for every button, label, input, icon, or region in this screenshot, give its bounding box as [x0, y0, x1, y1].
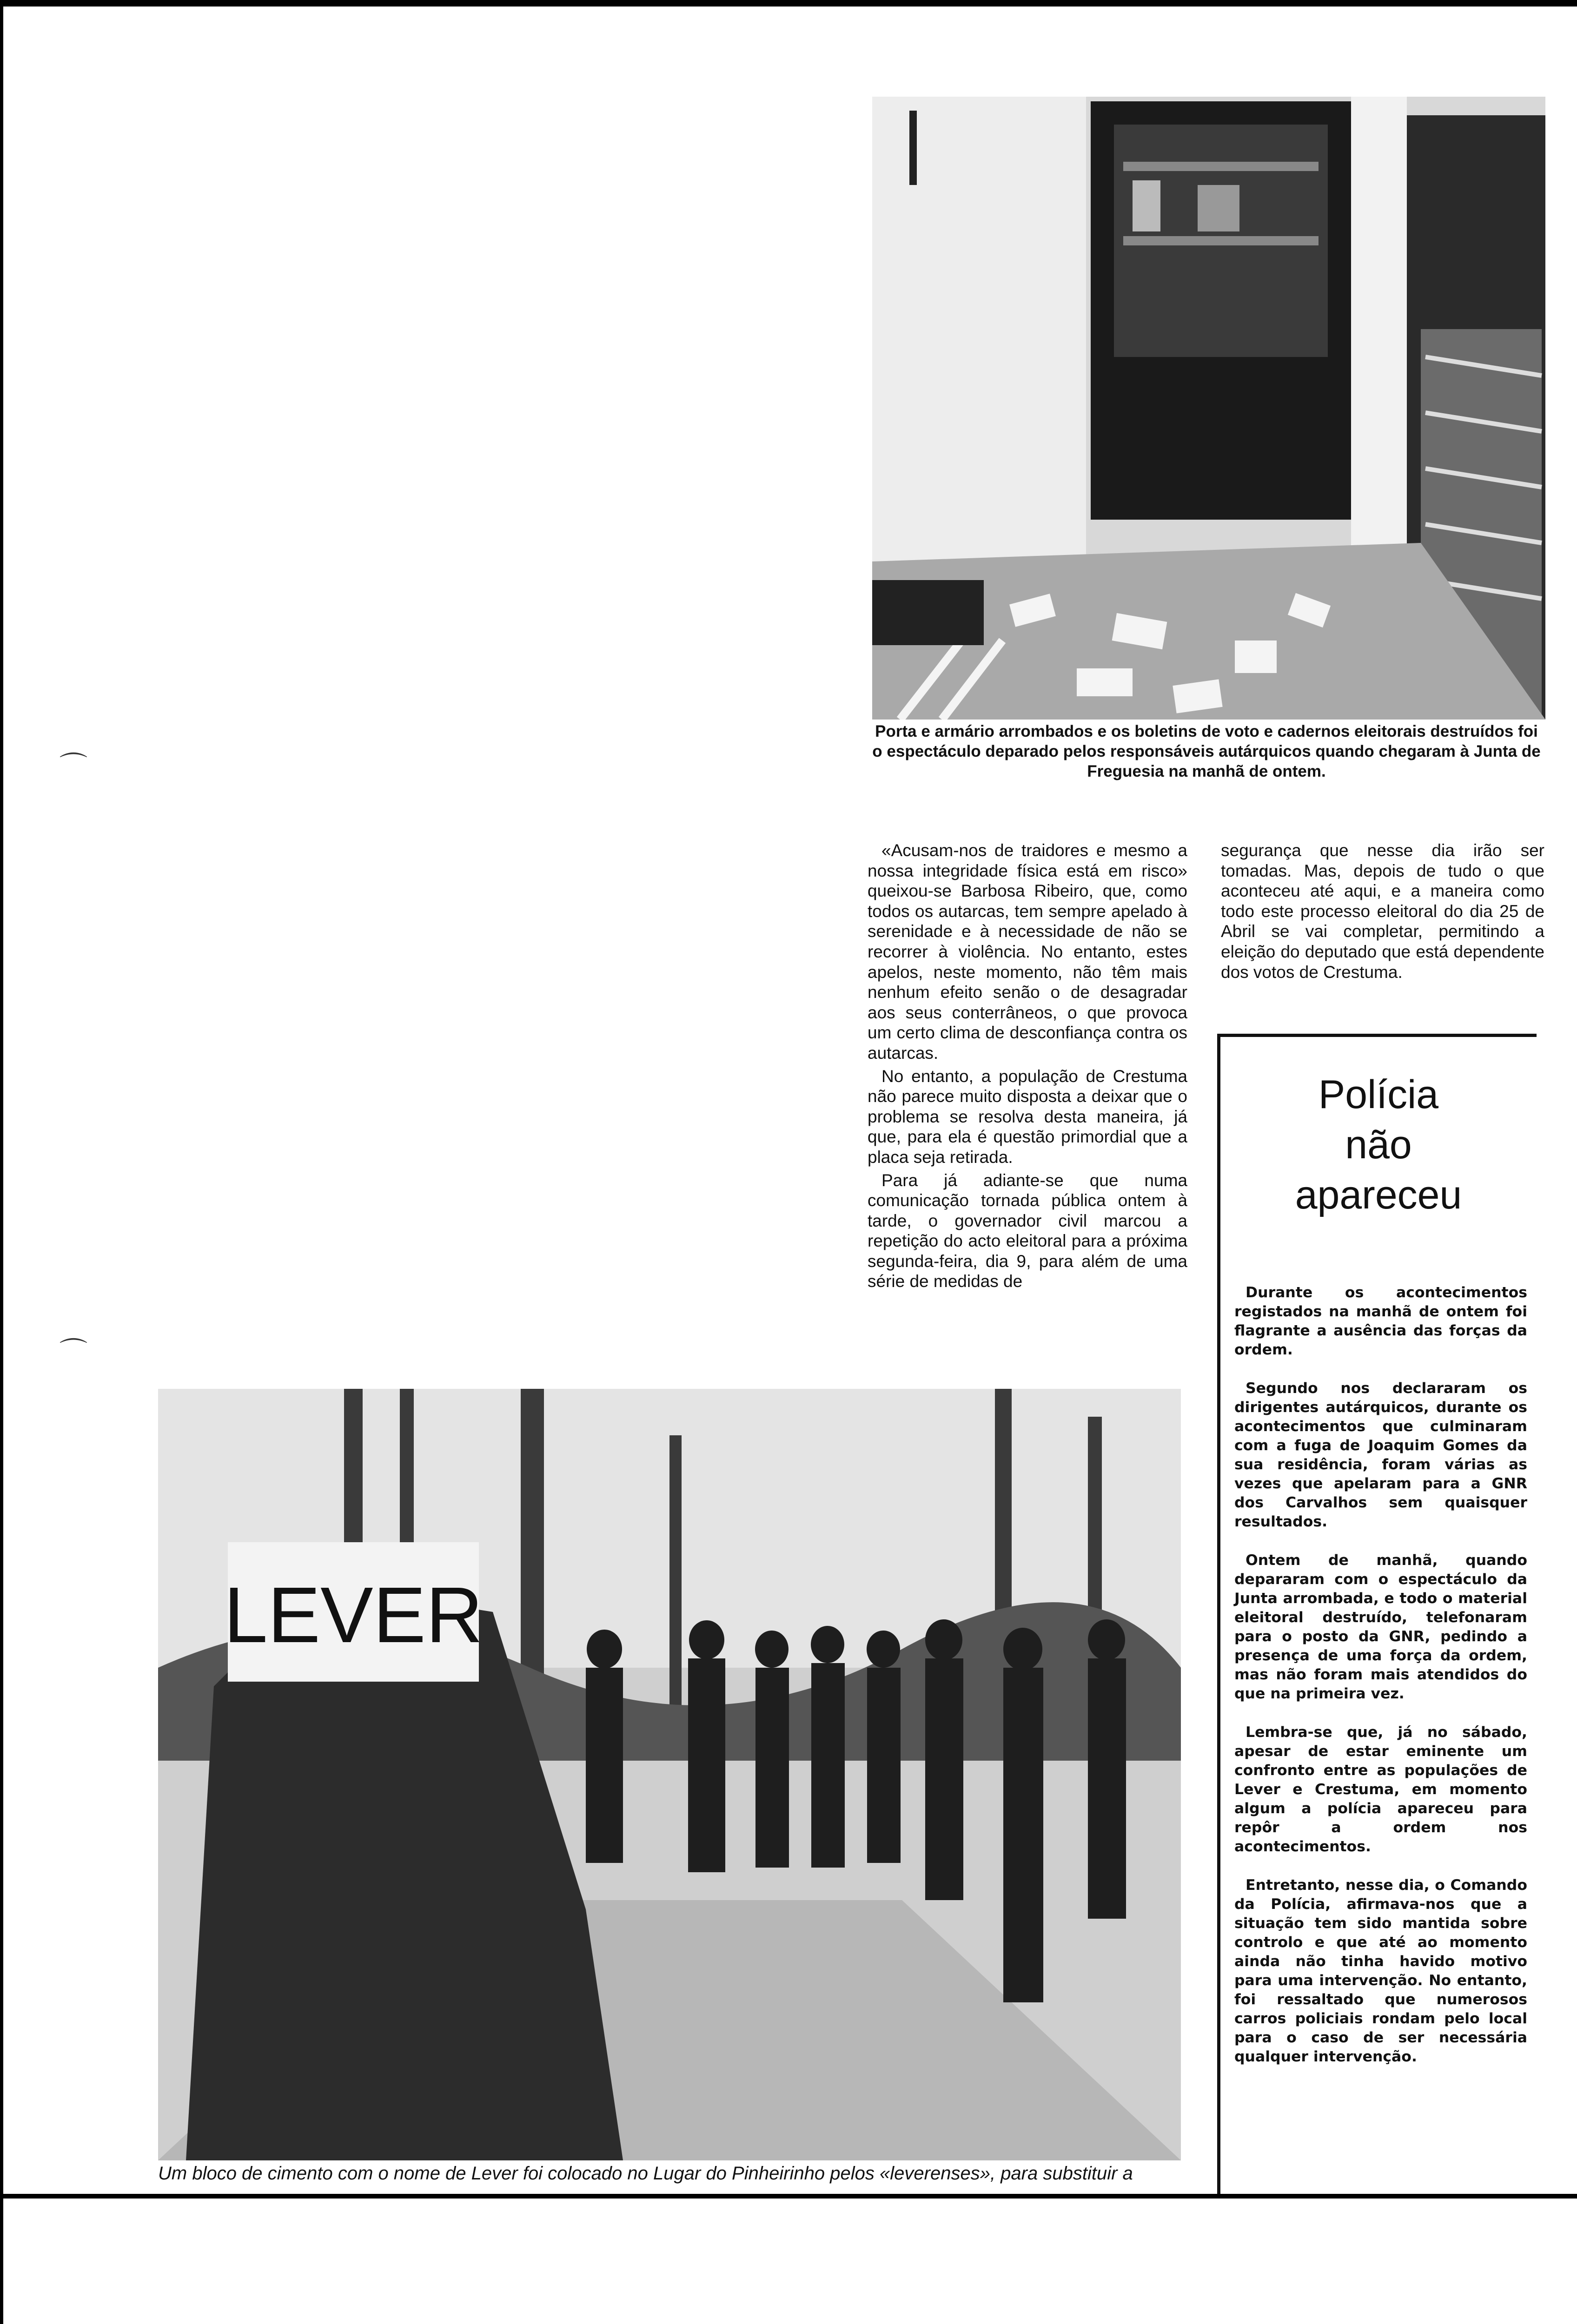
article-paragraph: Para já adiante-se que numa comunicação tornada pública ontem à tarde, o governador civil marcou a repetição do acto eleitoral para a próxima segunda-feira, dia 9, para além de uma série de medidas de	[868, 1170, 1187, 1291]
sidebar-box	[1217, 1034, 1537, 2197]
article-column-2	[1221, 840, 1544, 1017]
sidebar-title	[1220, 1070, 1537, 1220]
sidebar-paragraph: Entretanto, nesse dia, o Comando da Polícia, afirmava-nos que a situação tem sido mantida sobre controlo e que até ao momento ainda não tinha havido motivo para uma intervenção. No entanto, foi ressaltado que numerosos carros policiais rondam pelo local para o caso de ser necessária qualquer intervenção.	[1234, 1877, 1527, 2065]
scan-mark: ⌒	[60, 751, 87, 782]
photo-lever-block-image	[158, 1389, 1181, 2160]
page-divider	[0, 2194, 1577, 2199]
sidebar-paragraph: Durante os acontecimentos registados na manhã de ontem foi flagrante a ausência das forças da ordem.	[1234, 1284, 1527, 1358]
photo-ransacked-office-image	[872, 97, 1545, 720]
caption-bottom-photo: Um bloco de cimento com o nome de Lever foi colocado no Lugar do Pinheirinho pelos «leverenses», para substituir a	[158, 2163, 1133, 2184]
photo-lever-block	[158, 1389, 1181, 2160]
sidebar-paragraph: Segundo nos declararam os dirigentes autárquicos, durante os acontecimentos que culminaram com a fuga de Joaquim Gomes da sua residência, foram várias as vezes que apelaram para a GNR dos Carvalhos sem quaisquer resultados.	[1234, 1380, 1527, 1530]
sidebar-title-line: Polícia	[1318, 1072, 1439, 1117]
sidebar-title-line: não	[1345, 1122, 1412, 1167]
sidebar-title-line: apareceu	[1295, 1173, 1462, 1217]
scan-mark: ⌒	[60, 1337, 87, 1368]
top-border	[0, 0, 1577, 7]
sidebar-paragraph: Ontem de manhã, quando depararam com o espectáculo da Junta arrombada, e todo o material eleitoral destruído, telefonaram para o posto da GNR, pedindo a presença de uma força da ordem, mas não foram mais atendidos do que na primeira vez.	[1234, 1552, 1527, 1702]
article-paragraph: segurança que nesse dia irão ser tomadas. Mas, depois de tudo o que aconteceu até aqui, e a maneira como todo este processo eleitoral do dia 25 de Abril se vai completar, permitindo a eleição do deputado que está dependente dos votos de Crestuma.	[1221, 841, 1544, 982]
article-column-1	[868, 840, 1187, 1376]
lever-sign-text: LEVER	[224, 1571, 483, 1659]
left-border	[0, 0, 3, 2324]
sidebar-paragraph: Lembra-se que, já no sábado, apesar de estar eminente um confronto entre as populações de Lever e Crestuma, em momento algum a polícia apareceu para repôr a ordem nos acontecimentos.	[1234, 1724, 1527, 1855]
sidebar-body	[1234, 1283, 1527, 2086]
article-paragraph: No entanto, a população de Crestuma não parece muito disposta a deixar que o problema se resolva desta maneira, já que, para ela é questão primordial que a placa seja retirada.	[868, 1066, 1187, 1167]
photo-ransacked-office	[872, 97, 1545, 720]
article-paragraph: «Acusam-nos de traidores e mesmo a nossa integridade física está em risco» queixou-se Barbosa Ribeiro, que, como todos os autarcas, tem sempre apelado à serenidade e à necessidade de não se recorrer à violência. No entanto, estes apelos, neste momento, não têm mais nenhum efeito senão o de desagradar aos seus conterrâneos, o que provoca um certo clima de desconfiança contra os autarcas.	[868, 841, 1187, 1063]
caption-top-photo: Porta e armário arrombados e os boletins de voto e cadernos eleitorais destruídos foi o espectáculo deparado pelos responsáveis autárquicos quando chegaram à Junta de Freguesia na manhã de ontem.	[872, 722, 1541, 780]
